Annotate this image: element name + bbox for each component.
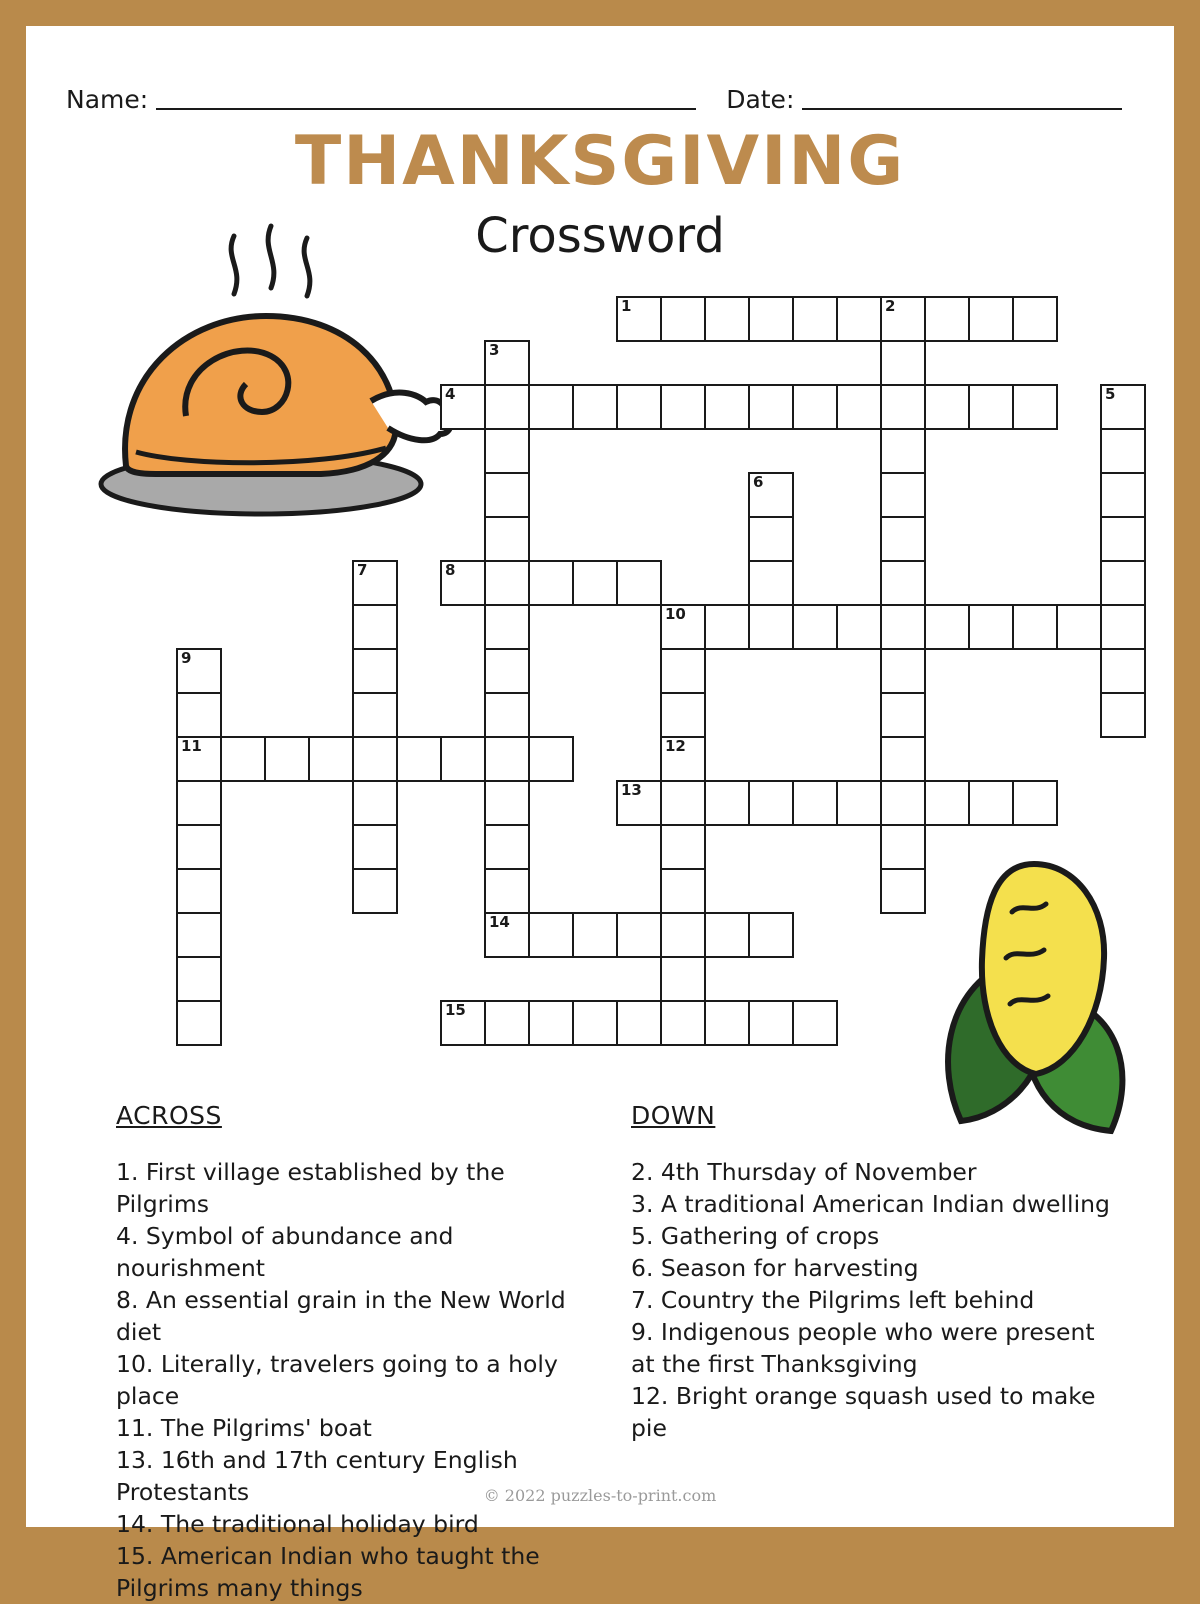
grid-cell[interactable]	[968, 780, 1014, 826]
grid-cell[interactable]	[176, 868, 222, 914]
grid-cell[interactable]	[1012, 384, 1058, 430]
grid-cell[interactable]	[748, 912, 794, 958]
grid-cell[interactable]	[616, 384, 662, 430]
grid-cell[interactable]	[704, 604, 750, 650]
grid-cell-numbered[interactable]	[176, 648, 222, 694]
grid-cell[interactable]	[748, 560, 794, 606]
grid-cell[interactable]	[528, 384, 574, 430]
cell-number: 7	[357, 561, 368, 579]
grid-cell[interactable]	[352, 736, 398, 782]
clue-item: 3. A traditional American Indian dwelling	[631, 1190, 1110, 1218]
grid-cell[interactable]	[836, 384, 882, 430]
grid-cell[interactable]	[880, 780, 926, 826]
across-heading: ACROSS	[116, 1101, 222, 1130]
grid-cell[interactable]	[352, 648, 398, 694]
grid-cell[interactable]	[484, 868, 530, 914]
date-label: Date:	[726, 85, 795, 114]
clue-item: 8. An essential grain in the New World diet	[116, 1286, 566, 1346]
page-subtitle: Crossword	[475, 208, 725, 264]
grid-cell[interactable]	[176, 692, 222, 738]
grid-cell-numbered[interactable]	[176, 736, 222, 782]
grid-cell-numbered[interactable]	[484, 340, 530, 386]
grid-cell[interactable]	[484, 824, 530, 870]
grid-cell[interactable]	[660, 824, 706, 870]
grid-cell[interactable]	[792, 1000, 838, 1046]
grid-cell[interactable]	[176, 956, 222, 1002]
grid-cell[interactable]	[792, 296, 838, 342]
grid-cell[interactable]	[1012, 604, 1058, 650]
grid-cell[interactable]	[880, 692, 926, 738]
grid-cell[interactable]	[176, 912, 222, 958]
grid-cell[interactable]	[792, 780, 838, 826]
grid-cell[interactable]	[880, 736, 926, 782]
grid-cell[interactable]	[880, 384, 926, 430]
grid-cell[interactable]	[880, 428, 926, 474]
grid-cell[interactable]	[880, 648, 926, 694]
grid-cell[interactable]	[484, 516, 530, 562]
grid-cell[interactable]	[660, 648, 706, 694]
cell-number: 2	[885, 297, 896, 315]
grid-cell-numbered[interactable]	[1100, 384, 1146, 430]
grid-cell[interactable]	[1100, 648, 1146, 694]
grid-cell[interactable]	[924, 384, 970, 430]
clue-item: 2. 4th Thursday of November	[631, 1158, 977, 1186]
clue-item: 13. 16th and 17th century English Protestants	[116, 1446, 518, 1506]
grid-cell[interactable]	[264, 736, 310, 782]
grid-cell-numbered[interactable]	[440, 384, 486, 430]
grid-cell[interactable]	[880, 824, 926, 870]
grid-cell[interactable]	[836, 780, 882, 826]
clue-item: 6. Season for harvesting	[631, 1254, 919, 1282]
down-heading: DOWN	[631, 1101, 716, 1130]
clue-item: 12. Bright orange squash used to make pie	[631, 1382, 1096, 1442]
grid-cell[interactable]	[880, 868, 926, 914]
name-label: Name:	[66, 85, 149, 114]
grid-cell-numbered[interactable]	[484, 912, 530, 958]
clue-item: 4. Symbol of abundance and nourishment	[116, 1222, 454, 1282]
grid-cell[interactable]	[968, 296, 1014, 342]
grid-cell[interactable]	[924, 296, 970, 342]
grid-cell[interactable]	[660, 912, 706, 958]
grid-cell[interactable]	[836, 296, 882, 342]
cell-number: 6	[753, 473, 764, 491]
grid-cell[interactable]	[352, 824, 398, 870]
grid-cell[interactable]	[528, 560, 574, 606]
grid-cell[interactable]	[308, 736, 354, 782]
grid-cell[interactable]	[484, 692, 530, 738]
worksheet-page	[26, 26, 1174, 1602]
grid-cell[interactable]	[836, 604, 882, 650]
page-title: THANKSGIVING	[294, 122, 906, 201]
grid-cell[interactable]	[440, 736, 486, 782]
grid-cell[interactable]	[660, 956, 706, 1002]
grid-cell[interactable]	[968, 604, 1014, 650]
grid-cell[interactable]	[924, 780, 970, 826]
grid-cell[interactable]	[616, 1000, 662, 1046]
clue-item: 14. The traditional holiday bird	[116, 1510, 479, 1538]
cell-number: 12	[665, 737, 686, 755]
grid-cell[interactable]	[176, 1000, 222, 1046]
grid-cell[interactable]	[704, 384, 750, 430]
grid-cell[interactable]	[1056, 604, 1102, 650]
copyright-footer: © 2022 puzzles-to-print.com	[483, 1486, 717, 1505]
across-clue-list	[96, 1156, 596, 1604]
grid-cell[interactable]	[748, 516, 794, 562]
grid-cell[interactable]	[1100, 604, 1146, 650]
cell-number: 5	[1105, 385, 1116, 403]
grid-cell[interactable]	[220, 736, 266, 782]
grid-cell[interactable]	[880, 560, 926, 606]
grid-cell[interactable]	[484, 604, 530, 650]
grid-cell[interactable]	[660, 868, 706, 914]
grid-cell[interactable]	[484, 648, 530, 694]
grid-cell[interactable]	[1012, 296, 1058, 342]
grid-cell[interactable]	[484, 428, 530, 474]
grid-cell[interactable]	[484, 780, 530, 826]
grid-cell[interactable]	[704, 912, 750, 958]
grid-cell[interactable]	[616, 912, 662, 958]
grid-cell[interactable]	[704, 1000, 750, 1046]
grid-cell[interactable]	[748, 604, 794, 650]
grid-cell[interactable]	[880, 340, 926, 386]
crossword-grid[interactable]	[176, 296, 1116, 1086]
clue-item: 11. The Pilgrims' boat	[116, 1414, 372, 1442]
grid-cell[interactable]	[572, 560, 618, 606]
grid-cell[interactable]	[528, 912, 574, 958]
grid-cell[interactable]	[484, 1000, 530, 1046]
grid-cell[interactable]	[352, 780, 398, 826]
grid-cell-numbered[interactable]	[660, 736, 706, 782]
grid-cell[interactable]	[616, 560, 662, 606]
clue-item: 1. First village established by the Pilgrims	[116, 1158, 505, 1218]
cell-number: 9	[181, 649, 192, 667]
grid-cell[interactable]	[484, 736, 530, 782]
grid-cell[interactable]	[528, 736, 574, 782]
name-input-line[interactable]	[156, 86, 696, 110]
cell-number: 11	[181, 737, 202, 755]
grid-cell[interactable]	[1100, 472, 1146, 518]
grid-cell[interactable]	[572, 912, 618, 958]
grid-cell[interactable]	[484, 472, 530, 518]
grid-cell[interactable]	[484, 560, 530, 606]
grid-cell[interactable]	[484, 384, 530, 430]
grid-cell[interactable]	[792, 384, 838, 430]
grid-cell[interactable]	[352, 604, 398, 650]
clue-item: 5. Gathering of crops	[631, 1222, 880, 1250]
grid-cell[interactable]	[748, 384, 794, 430]
cell-number: 8	[445, 561, 456, 579]
grid-cell[interactable]	[572, 1000, 618, 1046]
cell-number: 10	[665, 605, 686, 623]
grid-cell[interactable]	[792, 604, 838, 650]
grid-cell[interactable]	[176, 824, 222, 870]
grid-cell-numbered[interactable]	[352, 560, 398, 606]
grid-cell-numbered[interactable]	[660, 604, 706, 650]
grid-cell[interactable]	[748, 296, 794, 342]
grid-cell[interactable]	[528, 1000, 574, 1046]
cell-number: 13	[621, 781, 642, 799]
grid-cell-numbered[interactable]	[440, 560, 486, 606]
grid-cell[interactable]	[1012, 780, 1058, 826]
grid-cell[interactable]	[396, 736, 442, 782]
grid-cell[interactable]	[660, 780, 706, 826]
grid-cell[interactable]	[748, 1000, 794, 1046]
grid-cell[interactable]	[352, 868, 398, 914]
clue-item: 10. Literally, travelers going to a holy place	[116, 1350, 558, 1410]
grid-cell[interactable]	[176, 780, 222, 826]
cell-number: 15	[445, 1001, 466, 1019]
grid-cell[interactable]	[704, 296, 750, 342]
grid-cell[interactable]	[352, 692, 398, 738]
grid-cell-numbered[interactable]	[440, 1000, 486, 1046]
grid-cell-numbered[interactable]	[748, 472, 794, 518]
down-clue-list	[611, 1156, 1121, 1444]
across-clues	[96, 1101, 596, 1604]
grid-cell-numbered[interactable]	[616, 780, 662, 826]
grid-cell[interactable]	[660, 1000, 706, 1046]
cell-number: 4	[445, 385, 456, 403]
down-clues	[611, 1101, 1121, 1444]
grid-cell-numbered[interactable]	[616, 296, 662, 342]
grid-cell[interactable]	[924, 604, 970, 650]
grid-cell[interactable]	[1100, 516, 1146, 562]
clue-item: 15. American Indian who taught the Pilgrims many things	[116, 1542, 540, 1602]
grid-cell[interactable]	[880, 472, 926, 518]
grid-cell[interactable]	[880, 604, 926, 650]
grid-cell[interactable]	[880, 516, 926, 562]
grid-cell[interactable]	[572, 384, 618, 430]
grid-cell[interactable]	[1100, 560, 1146, 606]
grid-cell[interactable]	[660, 692, 706, 738]
clue-item: 7. Country the Pilgrims left behind	[631, 1286, 1035, 1314]
date-input-line[interactable]	[802, 86, 1122, 110]
grid-cell[interactable]	[660, 296, 706, 342]
name-date-row	[66, 74, 1136, 114]
clue-item: 9. Indigenous people who were present at the first Thanksgiving	[631, 1318, 1095, 1378]
cell-number: 3	[489, 341, 500, 359]
grid-cell[interactable]	[748, 780, 794, 826]
grid-cell[interactable]	[660, 384, 706, 430]
grid-cell[interactable]	[1100, 692, 1146, 738]
grid-cell[interactable]	[968, 384, 1014, 430]
cell-number: 1	[621, 297, 632, 315]
grid-cell[interactable]	[704, 780, 750, 826]
cell-number: 14	[489, 913, 510, 931]
grid-cell[interactable]	[1100, 428, 1146, 474]
grid-cell-numbered[interactable]	[880, 296, 926, 342]
